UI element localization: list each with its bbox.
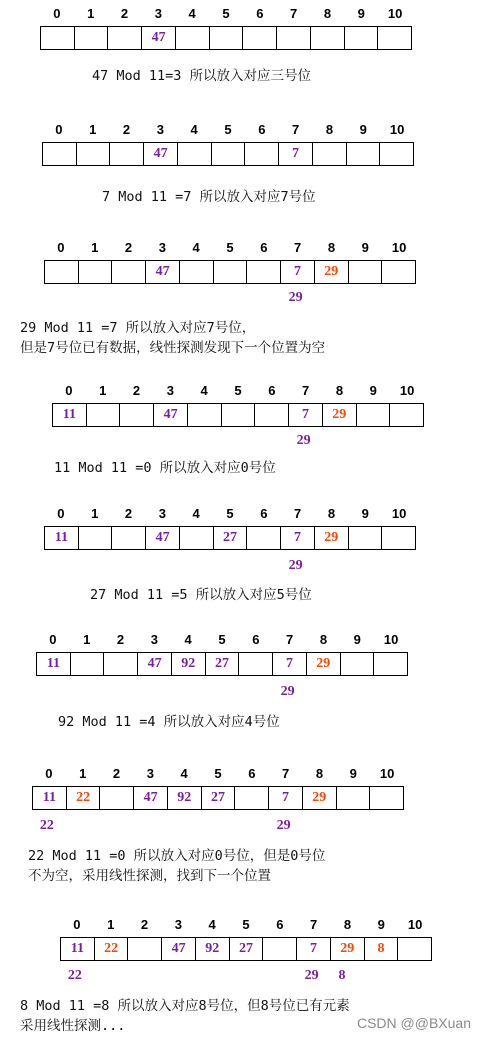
index-label: 10 bbox=[383, 632, 399, 647]
hash-slot-8: 29 bbox=[307, 653, 341, 675]
index-label: 8 bbox=[323, 6, 332, 21]
hash-slot-8: 29 bbox=[315, 261, 349, 283]
hash-slot-5 bbox=[210, 27, 244, 49]
index-label: 7 bbox=[290, 6, 298, 21]
index-label: 0 bbox=[65, 383, 73, 398]
hash-slot-10 bbox=[370, 787, 403, 809]
hash-slot-2 bbox=[120, 404, 154, 426]
hash-slot-6 bbox=[255, 404, 289, 426]
hash-slot-3: 47 bbox=[138, 653, 172, 675]
index-label: 9 bbox=[361, 240, 369, 255]
index-label: 6 bbox=[260, 506, 268, 521]
index-label: 8 bbox=[327, 240, 336, 255]
index-label: 3 bbox=[158, 240, 166, 255]
hash-slot-0 bbox=[45, 261, 79, 283]
hash-slot-9 bbox=[345, 27, 379, 49]
index-label: 8 bbox=[315, 766, 324, 781]
probe-value-label: 22 bbox=[39, 818, 54, 833]
hash-slot-7: 7 bbox=[297, 938, 331, 960]
index-label: 4 bbox=[192, 240, 200, 255]
step-caption: 8 Mod 11 =8 所以放入对应8号位，但8号位已有元素 bbox=[20, 998, 350, 1014]
hash-slot-3: 47 bbox=[144, 143, 178, 165]
index-label: 5 bbox=[218, 632, 226, 647]
index-label: 2 bbox=[140, 917, 149, 932]
hash-table bbox=[52, 403, 424, 427]
index-label: 0 bbox=[45, 766, 53, 781]
index-label: 9 bbox=[353, 632, 361, 647]
index-label: 9 bbox=[377, 917, 385, 932]
hash-slot-7: 7 bbox=[273, 653, 307, 675]
hash-slot-5: 27 bbox=[206, 653, 240, 675]
hash-slot-9: 8 bbox=[365, 938, 399, 960]
index-label: 5 bbox=[224, 122, 232, 137]
index-label: 3 bbox=[146, 766, 154, 781]
hash-slot-1: 22 bbox=[95, 938, 129, 960]
hash-table bbox=[44, 526, 416, 550]
index-label: 10 bbox=[389, 122, 405, 137]
index-label: 6 bbox=[276, 917, 284, 932]
probe-value-label: 29 bbox=[288, 558, 303, 573]
hash-slot-8 bbox=[311, 27, 345, 49]
hash-slot-8: 29 bbox=[331, 938, 365, 960]
hash-slot-5: 27 bbox=[214, 527, 248, 549]
hash-slot-10 bbox=[390, 404, 423, 426]
index-label: 9 bbox=[349, 766, 357, 781]
step-caption: 22 Mod 11 =0 所以放入对应0号位，但是0号位 bbox=[28, 848, 326, 864]
step-caption: 不为空，采用线性探测，找到下一个位置 bbox=[28, 868, 271, 884]
hash-slot-5 bbox=[214, 261, 248, 283]
index-label: 8 bbox=[319, 632, 328, 647]
hash-table bbox=[44, 260, 416, 284]
index-label: 1 bbox=[99, 383, 107, 398]
step-caption: 29 Mod 11 =7 所以放入对应7号位， bbox=[20, 320, 256, 336]
index-label: 6 bbox=[248, 766, 256, 781]
index-label: 5 bbox=[226, 506, 234, 521]
index-label: 10 bbox=[387, 6, 403, 21]
index-label: 2 bbox=[124, 240, 133, 255]
hash-slot-9 bbox=[349, 261, 383, 283]
hash-slot-2 bbox=[128, 938, 162, 960]
index-label: 9 bbox=[369, 383, 377, 398]
watermark: CSDN @@BXuan bbox=[356, 1015, 471, 1031]
index-label: 2 bbox=[120, 6, 129, 21]
hash-slot-0: 11 bbox=[53, 404, 87, 426]
hash-slot-4: 92 bbox=[172, 653, 206, 675]
index-label: 7 bbox=[282, 766, 290, 781]
hash-slot-10 bbox=[382, 527, 415, 549]
step-caption: 11 Mod 11 =0 所以放入对应0号位 bbox=[54, 460, 276, 476]
hash-slot-3: 47 bbox=[142, 27, 176, 49]
hash-slot-7: 7 bbox=[269, 787, 303, 809]
hash-slot-4 bbox=[180, 527, 214, 549]
hash-slot-6 bbox=[243, 27, 277, 49]
index-label: 3 bbox=[174, 917, 182, 932]
hash-slot-3: 47 bbox=[162, 938, 196, 960]
index-label: 7 bbox=[292, 122, 300, 137]
index-label: 8 bbox=[335, 383, 344, 398]
index-label: 1 bbox=[83, 632, 91, 647]
index-label: 6 bbox=[252, 632, 260, 647]
step-caption: 92 Mod 11 =4 所以放入对应4号位 bbox=[58, 714, 280, 730]
index-label: 8 bbox=[327, 506, 336, 521]
index-label: 10 bbox=[399, 383, 415, 398]
hash-slot-2 bbox=[112, 261, 146, 283]
index-label: 4 bbox=[208, 917, 216, 932]
hash-slot-9 bbox=[341, 653, 375, 675]
step-caption: 47 Mod 11=3 所以放入对应三号位 bbox=[92, 68, 312, 84]
hash-slot-3: 47 bbox=[146, 261, 180, 283]
hash-slot-0: 11 bbox=[45, 527, 79, 549]
index-label: 3 bbox=[154, 6, 162, 21]
index-label: 10 bbox=[391, 506, 407, 521]
index-label: 4 bbox=[200, 383, 208, 398]
hash-slot-4: 92 bbox=[168, 787, 202, 809]
index-label: 6 bbox=[256, 6, 264, 21]
index-label: 4 bbox=[180, 766, 188, 781]
index-label: 1 bbox=[91, 240, 99, 255]
hash-slot-6 bbox=[247, 261, 281, 283]
index-label: 9 bbox=[359, 122, 367, 137]
hash-slot-0 bbox=[41, 27, 75, 49]
hash-slot-6 bbox=[239, 653, 273, 675]
hash-slot-8: 29 bbox=[315, 527, 349, 549]
index-label: 10 bbox=[379, 766, 395, 781]
probe-value-label: 29 bbox=[296, 433, 311, 448]
hash-slot-2 bbox=[108, 27, 142, 49]
hash-slot-2 bbox=[100, 787, 134, 809]
index-label: 7 bbox=[302, 383, 310, 398]
hash-slot-1 bbox=[71, 653, 105, 675]
hash-table bbox=[42, 142, 414, 166]
index-label: 7 bbox=[294, 240, 302, 255]
hash-slot-4: 92 bbox=[196, 938, 230, 960]
hash-slot-1 bbox=[87, 404, 121, 426]
index-label: 5 bbox=[214, 766, 222, 781]
index-label: 6 bbox=[258, 122, 266, 137]
index-label: 5 bbox=[242, 917, 250, 932]
hash-slot-5: 27 bbox=[230, 938, 264, 960]
index-label: 7 bbox=[294, 506, 302, 521]
hash-slot-8 bbox=[313, 143, 347, 165]
step-caption: 27 Mod 11 =5 所以放入对应5号位 bbox=[90, 587, 312, 603]
hash-table bbox=[32, 786, 404, 810]
hash-slot-2 bbox=[104, 653, 138, 675]
hash-slot-6 bbox=[235, 787, 269, 809]
index-label: 3 bbox=[158, 506, 166, 521]
index-label: 5 bbox=[234, 383, 242, 398]
probe-value-label: 22 bbox=[67, 968, 82, 983]
hash-slot-5: 27 bbox=[202, 787, 236, 809]
hash-slot-1: 22 bbox=[67, 787, 101, 809]
hash-slot-5 bbox=[212, 143, 246, 165]
index-label: 0 bbox=[73, 917, 81, 932]
hash-slot-1 bbox=[79, 261, 113, 283]
hash-slot-6 bbox=[245, 143, 279, 165]
hash-slot-7: 7 bbox=[279, 143, 313, 165]
index-label: 2 bbox=[132, 383, 141, 398]
hash-slot-9 bbox=[337, 787, 371, 809]
hash-slot-9 bbox=[347, 143, 381, 165]
index-label: 7 bbox=[310, 917, 318, 932]
hash-slot-4 bbox=[178, 143, 212, 165]
step-caption: 采用线性探测... bbox=[20, 1018, 126, 1034]
probe-value-label: 29 bbox=[276, 818, 291, 833]
hash-slot-10 bbox=[374, 653, 407, 675]
step-caption: 7 Mod 11 =7 所以放入对应7号位 bbox=[102, 189, 316, 205]
index-label: 3 bbox=[156, 122, 164, 137]
hash-slot-1 bbox=[79, 527, 113, 549]
hash-slot-8: 29 bbox=[323, 404, 357, 426]
hash-slot-0: 11 bbox=[37, 653, 71, 675]
index-label: 10 bbox=[391, 240, 407, 255]
hash-slot-2 bbox=[112, 527, 146, 549]
index-label: 6 bbox=[268, 383, 276, 398]
index-label: 1 bbox=[89, 122, 97, 137]
hash-slot-4 bbox=[188, 404, 222, 426]
index-label: 2 bbox=[124, 506, 133, 521]
hash-table bbox=[40, 26, 412, 50]
index-label: 5 bbox=[222, 6, 230, 21]
hash-slot-4 bbox=[180, 261, 214, 283]
hash-slot-0: 11 bbox=[61, 938, 95, 960]
hash-slot-7: 7 bbox=[281, 261, 315, 283]
hash-slot-10 bbox=[378, 27, 411, 49]
hash-slot-10 bbox=[380, 143, 413, 165]
index-label: 0 bbox=[49, 632, 57, 647]
index-label: 9 bbox=[361, 506, 369, 521]
hash-slot-1 bbox=[77, 143, 111, 165]
hash-slot-6 bbox=[263, 938, 297, 960]
hash-slot-9 bbox=[357, 404, 391, 426]
index-label: 1 bbox=[79, 766, 87, 781]
hash-slot-5 bbox=[222, 404, 256, 426]
index-label: 1 bbox=[87, 6, 95, 21]
index-label: 8 bbox=[343, 917, 352, 932]
hash-slot-3: 47 bbox=[134, 787, 168, 809]
hash-slot-1 bbox=[75, 27, 109, 49]
hash-slot-7 bbox=[277, 27, 311, 49]
hash-slot-3: 47 bbox=[146, 527, 180, 549]
index-label: 7 bbox=[286, 632, 294, 647]
index-label: 4 bbox=[192, 506, 200, 521]
step-caption: 但是7号位已有数据，线性探测发现下一个位置为空 bbox=[20, 340, 326, 356]
index-label: 4 bbox=[190, 122, 198, 137]
hash-slot-6 bbox=[247, 527, 281, 549]
hash-table bbox=[60, 937, 432, 961]
hash-slot-0: 11 bbox=[33, 787, 67, 809]
hash-slot-10 bbox=[398, 938, 431, 960]
index-label: 2 bbox=[116, 632, 125, 647]
probe-value-label: 29 bbox=[280, 684, 295, 699]
hash-slot-10 bbox=[382, 261, 415, 283]
index-label: 0 bbox=[57, 240, 65, 255]
index-label: 3 bbox=[150, 632, 158, 647]
hash-slot-9 bbox=[349, 527, 383, 549]
index-label: 0 bbox=[53, 6, 61, 21]
hash-slot-7: 7 bbox=[289, 404, 323, 426]
hash-slot-4 bbox=[176, 27, 210, 49]
hash-slot-2 bbox=[110, 143, 144, 165]
index-label: 10 bbox=[407, 917, 423, 932]
index-label: 8 bbox=[325, 122, 334, 137]
index-label: 1 bbox=[91, 506, 99, 521]
index-label: 1 bbox=[107, 917, 115, 932]
index-label: 3 bbox=[166, 383, 174, 398]
index-label: 0 bbox=[57, 506, 65, 521]
index-label: 2 bbox=[122, 122, 131, 137]
index-label: 5 bbox=[226, 240, 234, 255]
hash-slot-3: 47 bbox=[154, 404, 188, 426]
hash-table bbox=[36, 652, 408, 676]
index-label: 4 bbox=[184, 632, 192, 647]
probe-value-label: 8 bbox=[338, 968, 346, 983]
index-label: 6 bbox=[260, 240, 268, 255]
index-label: 9 bbox=[357, 6, 365, 21]
hash-slot-7: 7 bbox=[281, 527, 315, 549]
probe-value-label: 29 bbox=[288, 290, 303, 305]
probe-value-label: 29 bbox=[304, 968, 319, 983]
index-label: 2 bbox=[112, 766, 121, 781]
index-label: 0 bbox=[55, 122, 63, 137]
hash-slot-0 bbox=[43, 143, 77, 165]
hash-slot-8: 29 bbox=[303, 787, 337, 809]
index-label: 4 bbox=[188, 6, 196, 21]
